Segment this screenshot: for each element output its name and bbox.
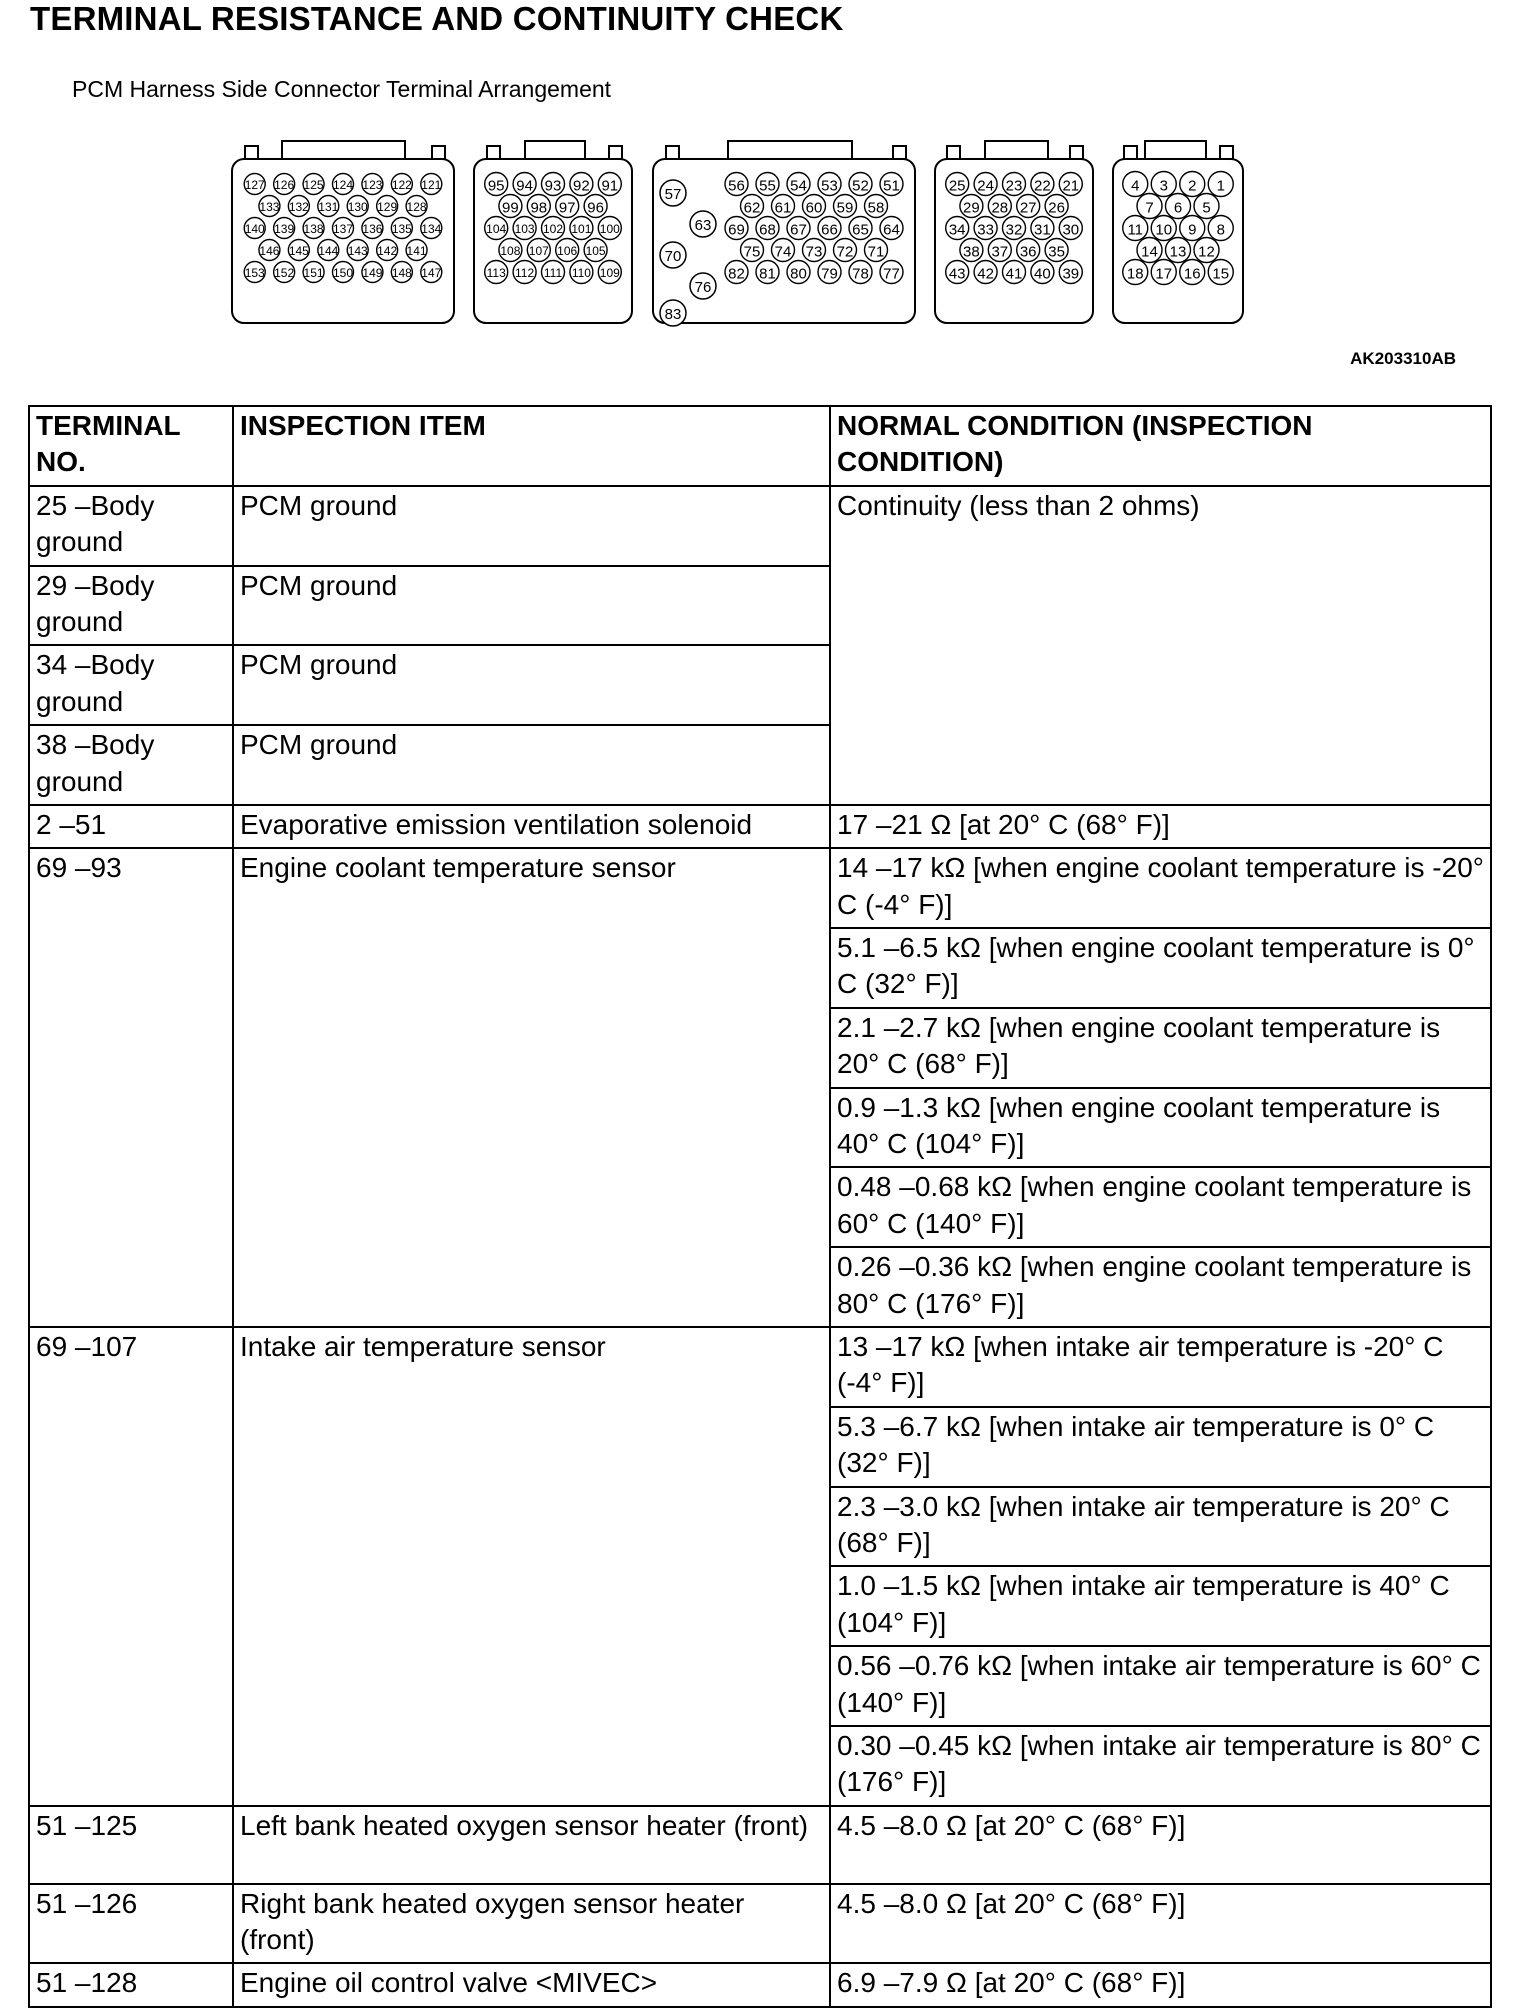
pin-label: 60	[805, 199, 823, 217]
pin-label: 17	[1155, 265, 1173, 283]
pin-label: 37	[991, 243, 1009, 261]
pin-label: 71	[867, 243, 885, 261]
pin-label: 82	[728, 265, 745, 283]
pin-label: 140	[244, 222, 265, 236]
pin-label: 55	[759, 177, 776, 195]
connector-tab	[487, 146, 500, 159]
pin-label: 10	[1155, 221, 1173, 239]
pin-label: 26	[1048, 199, 1065, 217]
table-row	[29, 486, 1491, 566]
connector-tab	[666, 146, 679, 159]
table-row	[29, 1884, 1491, 1964]
pin-label: 42	[977, 265, 994, 283]
pin-label: 5	[1202, 199, 1211, 217]
pin-label: 136	[362, 222, 383, 236]
pin-label: 105	[585, 244, 606, 258]
pin-label: 111	[543, 266, 563, 280]
terminal-cell: 34 –Body ground	[29, 645, 233, 725]
pin-label: 63	[694, 217, 712, 234]
pin-label: 43	[948, 265, 966, 283]
pin-label: 29	[963, 199, 980, 217]
terminal-cell: 2 –51	[29, 805, 233, 848]
pin-label: 80	[790, 265, 807, 283]
pin-label: 56	[728, 177, 745, 195]
connector-tab	[1070, 146, 1083, 159]
pin-label: 132	[288, 200, 309, 214]
pin-label: 61	[774, 199, 792, 217]
item-cell: PCM ground	[233, 486, 830, 566]
pin-label: 141	[406, 244, 427, 258]
pin-label: 39	[1062, 265, 1080, 283]
header-inspection-item: INSPECTION ITEM	[233, 406, 830, 486]
pin-label: 2	[1188, 177, 1197, 195]
condition-cell: 5.3 –6.7 kΩ [when intake air temperature is 0° C (32° F)]	[830, 1407, 1491, 1487]
pin-label: 12	[1198, 243, 1215, 261]
pin-label: 81	[759, 265, 776, 283]
pin-label: 146	[259, 244, 280, 258]
pin-label: 129	[377, 200, 398, 214]
pin-label: 94	[516, 177, 533, 195]
pin-label: 18	[1126, 265, 1144, 283]
condition-cell: 4.5 –8.0 Ω [at 20° C (68° F)]	[830, 1884, 1491, 1964]
terminal-cell: 69 –93	[29, 848, 233, 1327]
pin-label: 100	[599, 222, 620, 236]
pin-label: 153	[244, 266, 265, 280]
condition-cell: 14 –17 kΩ [when engine coolant temperature is -20° C (-4° F)]	[830, 848, 1491, 928]
table-row	[29, 1327, 1491, 1407]
pin-label: 144	[318, 244, 339, 258]
pin-label: 95	[487, 177, 505, 195]
pin-label: 143	[347, 244, 368, 258]
pin-label: 148	[391, 266, 412, 280]
pin-label: 22	[1034, 177, 1051, 195]
pin-label: 122	[391, 178, 412, 192]
pin-label: 16	[1183, 265, 1201, 283]
pin-label: 36	[1019, 243, 1037, 261]
connector-tab	[1124, 146, 1137, 159]
pin-label: 28	[991, 199, 1009, 217]
pin-label: 30	[1062, 221, 1080, 239]
condition-cell: 1.0 –1.5 kΩ [when intake air temperature is 40° C (104° F)]	[830, 1566, 1491, 1646]
condition-cell: 17 –21 Ω [at 20° C (68° F)]	[830, 805, 1491, 848]
pin-label: 107	[528, 244, 549, 258]
connector-tab	[609, 146, 622, 159]
pin-label: 121	[421, 178, 442, 192]
item-cell: PCM ground	[233, 645, 830, 725]
table-row	[29, 1963, 1491, 2006]
pin-label: 11	[1127, 221, 1144, 239]
connector-key	[1145, 141, 1206, 159]
pin-label: 99	[502, 199, 519, 217]
item-cell: Intake air temperature sensor	[233, 1327, 830, 1806]
condition-cell: 0.48 –0.68 kΩ [when engine coolant temperature is 60° C (140° F)]	[830, 1167, 1491, 1247]
pin-label: 51	[883, 177, 900, 195]
pin-label: 13	[1169, 243, 1187, 261]
pin-label: 66	[821, 221, 838, 239]
pin-label: 68	[759, 221, 776, 239]
pin-label: 54	[790, 177, 807, 195]
terminal-cell: 38 –Body ground	[29, 725, 233, 805]
pin-label: 6	[1173, 199, 1183, 217]
connector-tab	[432, 146, 445, 159]
terminal-cell: 51 –126	[29, 1884, 233, 1964]
pin-label: 138	[303, 222, 324, 236]
terminal-cell: 51 –125	[29, 1806, 233, 1884]
pin-label: 70	[664, 248, 682, 265]
pin-label: 64	[883, 221, 900, 239]
page-title: TERMINAL RESISTANCE AND CONTINUITY CHECK	[30, 0, 844, 37]
pin-label: 15	[1212, 265, 1230, 283]
pin-label: 98	[530, 199, 548, 217]
pin-label: 103	[514, 222, 535, 236]
pin-label: 25	[948, 177, 966, 195]
pin-label: 102	[542, 222, 564, 236]
pin-label: 79	[821, 265, 838, 283]
item-cell: PCM ground	[233, 566, 830, 646]
pin-label: 96	[587, 199, 604, 217]
pin-label: 24	[977, 177, 994, 195]
pin-label: 126	[274, 178, 295, 192]
connector-tab	[1220, 146, 1233, 159]
pin-label: 92	[573, 177, 590, 195]
pin-label: 113	[486, 266, 506, 280]
pin-label: 27	[1019, 199, 1037, 217]
pin-label: 33	[977, 221, 994, 239]
pin-label: 149	[362, 266, 383, 280]
pin-label: 40	[1034, 265, 1051, 283]
terminal-cell: 29 –Body ground	[29, 566, 233, 646]
pin-label: 108	[500, 244, 521, 258]
condition-cell: Continuity (less than 2 ohms)	[830, 486, 1491, 805]
pin-label: 53	[821, 177, 838, 195]
pin-label: 83	[664, 306, 682, 323]
connector-tab	[893, 146, 906, 159]
figure-code: AK203310AB	[1350, 349, 1456, 368]
pin-label: 145	[288, 244, 309, 258]
pin-label: 152	[274, 266, 295, 280]
pin-label: 131	[318, 200, 339, 214]
pin-label: 69	[728, 221, 745, 239]
pin-label: 7	[1145, 199, 1154, 217]
pin-label: 101	[571, 222, 592, 236]
connector-key	[985, 141, 1048, 159]
connector-tab	[947, 146, 960, 159]
condition-cell: 13 –17 kΩ [when intake air temperature is -20° C (-4° F)]	[830, 1327, 1491, 1407]
pin-label: 130	[347, 200, 368, 214]
pin-label: 62	[743, 199, 761, 217]
item-cell: Engine oil control valve <MIVEC>	[233, 1963, 830, 2006]
pin-label: 125	[303, 178, 324, 192]
pin-label: 23	[1005, 177, 1023, 195]
connector-key	[282, 141, 405, 159]
condition-cell: 2.1 –2.7 kΩ [when engine coolant temperature is 20° C (68° F)]	[830, 1008, 1491, 1088]
item-cell: Right bank heated oxygen sensor heater (front)	[233, 1884, 830, 1964]
pin-label: 150	[332, 266, 354, 280]
pin-label: 67	[790, 221, 807, 239]
pin-label: 72	[836, 243, 854, 261]
pin-label: 104	[486, 222, 507, 236]
table-row	[29, 1806, 1491, 1884]
pin-label: 73	[805, 243, 823, 261]
pin-label: 3	[1159, 177, 1168, 195]
pin-label: 58	[867, 199, 885, 217]
pin-label: 91	[601, 177, 619, 195]
pin-label: 75	[743, 243, 761, 261]
pin-label: 32	[1005, 221, 1023, 239]
pin-label: 93	[544, 177, 562, 195]
pin-label: 77	[883, 265, 900, 283]
pin-label: 14	[1141, 243, 1158, 261]
pin-label: 97	[558, 199, 576, 217]
pin-label: 38	[963, 243, 980, 261]
pin-label: 76	[694, 279, 712, 296]
pin-label: 57	[664, 186, 682, 203]
pin-label: 109	[599, 266, 620, 280]
condition-cell: 4.5 –8.0 Ω [at 20° C (68° F)]	[830, 1806, 1491, 1884]
pin-label: 127	[244, 178, 265, 192]
pin-label: 9	[1188, 221, 1197, 239]
pin-label: 78	[852, 265, 869, 283]
pin-label: 147	[421, 266, 442, 280]
pin-label: 124	[332, 178, 354, 192]
pin-label: 139	[274, 222, 295, 236]
pin-label: 21	[1062, 177, 1080, 195]
table-row	[29, 848, 1491, 928]
inspection-table	[28, 405, 1492, 2008]
connector-key	[728, 141, 852, 159]
pin-label: 1	[1216, 177, 1225, 195]
connector-key	[525, 141, 585, 159]
connector-tab	[245, 146, 258, 159]
pin-label: 106	[557, 244, 578, 258]
pin-label: 128	[406, 200, 427, 214]
condition-cell: 0.56 –0.76 kΩ [when intake air temperature is 60° C (140° F)]	[830, 1646, 1491, 1726]
pin-label: 133	[259, 200, 280, 214]
condition-cell: 6.9 –7.9 Ω [at 20° C (68° F)]	[830, 1963, 1491, 2006]
pin-label: 137	[332, 222, 354, 236]
table-header-row	[29, 406, 1491, 486]
pin-label: 41	[1005, 265, 1023, 283]
item-cell: Engine coolant temperature sensor	[233, 848, 830, 1327]
pin-label: 52	[852, 177, 869, 195]
terminal-cell: 51 –128	[29, 1963, 233, 2006]
condition-cell: 0.30 –0.45 kΩ [when intake air temperature is 80° C (176° F)]	[830, 1726, 1491, 1806]
pin-label: 74	[774, 243, 792, 261]
item-cell: Evaporative emission ventilation solenoid	[233, 805, 830, 848]
pin-label: 112	[515, 266, 535, 280]
condition-cell: 0.9 –1.3 kΩ [when engine coolant temperature is 40° C (104° F)]	[830, 1088, 1491, 1168]
condition-cell: 2.3 –3.0 kΩ [when intake air temperature is 20° C (68° F)]	[830, 1487, 1491, 1567]
pin-label: 8	[1216, 221, 1225, 239]
diagram-caption: PCM Harness Side Connector Terminal Arrangement	[72, 76, 612, 102]
pin-label: 134	[421, 222, 442, 236]
condition-cell: 0.26 –0.36 kΩ [when engine coolant temperature is 80° C (176° F)]	[830, 1247, 1491, 1327]
table-row	[29, 805, 1491, 848]
pin-label: 123	[362, 178, 383, 192]
pin-label: 135	[391, 222, 412, 236]
pin-label: 151	[303, 266, 324, 280]
condition-cell: 5.1 –6.5 kΩ [when engine coolant temperature is 0° C (32° F)]	[830, 928, 1491, 1008]
item-cell: PCM ground	[233, 725, 830, 805]
pin-label: 4	[1131, 177, 1140, 195]
terminal-cell: 25 –Body ground	[29, 486, 233, 566]
pin-label: 110	[571, 266, 591, 280]
pin-label: 59	[836, 199, 854, 217]
pin-label: 31	[1034, 221, 1051, 239]
header-normal-condition: NORMAL CONDITION (INSPECTION CONDITION)	[830, 406, 1491, 486]
header-terminal: TERMINAL NO.	[29, 406, 233, 486]
pin-label: 65	[852, 221, 869, 239]
terminal-cell: 69 –107	[29, 1327, 233, 1806]
connector-diagram	[0, 140, 1520, 340]
item-cell: Left bank heated oxygen sensor heater (front)	[233, 1806, 830, 1884]
pin-label: 142	[377, 244, 398, 258]
pin-label: 35	[1048, 243, 1065, 261]
pin-label: 34	[948, 221, 966, 239]
